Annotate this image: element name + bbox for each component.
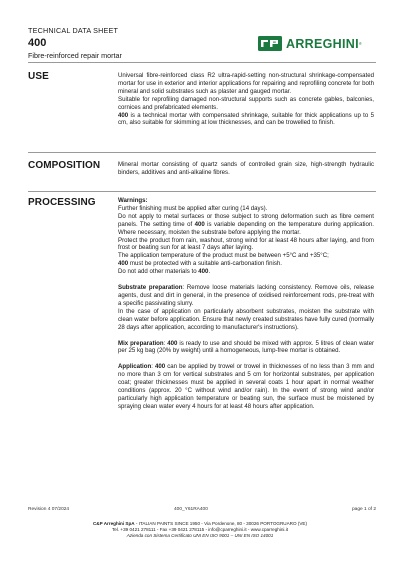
separator: : (163, 339, 168, 347)
section-body-composition (118, 161, 374, 177)
warnings-label: Warnings: (118, 197, 148, 204)
mix-text: is ready to use and should be mixed with approx. 5 litres of clean water per 25 kg bag (20% by weight) until a homogeneous, lump-free mortar is obtained. (118, 339, 374, 355)
product-ref: 400 (154, 363, 166, 371)
warning-text: Do not apply to metal surfaces or those subject to strong deformation such as fibre cement panels. The setting time of (118, 212, 374, 228)
product-subtitle: Fibre-reinforced repair mortar (28, 51, 122, 60)
warning-item: Protect the product from rain, washout, strong wind for at least 48 hours after laying, and from frost or beating sun for at least 7 days after laying. (118, 236, 374, 252)
spacer (118, 332, 374, 340)
document-type: TECHNICAL DATA SHEET (28, 26, 119, 35)
substrate-paragraph (118, 284, 374, 308)
divider (28, 62, 376, 63)
application-text: can be applied by trowel or trowel in thicknesses of no less than 3 mm and no more than 3 cm for vertical substrates and 5 cm for horizontal substrates, per application coat; greater thicknesses must be applied in several coats 1 hour apart in normal weather conditions (approx. 20 °C without wind and/or rain). In the event of strong wind and/or particularly high application temperature or beating sun, the surface must be moistened by spraying clean water every 4 hours for at least 48 hours after application. (118, 363, 374, 410)
paragraph-text: is a technical mortar with compensated shrinkage, suitable for thick applications up to 5 cm, also suitable for skimming at low thicknesses, and can be trowelled to finish. (118, 111, 374, 127)
paragraph: Universal fibre-reinforced class R2 ultra-rapid-setting non-structural shrinkage-compensated mortar for use in exterior and interior applications for repairing and reprofiling concrete for both mineral and solid substrates such as plaster and gauged mortar. (118, 72, 374, 95)
section-title-processing: PROCESSING (28, 197, 96, 208)
divider (28, 191, 376, 192)
logo-mark-icon (258, 36, 282, 51)
divider (28, 152, 376, 153)
product-ref: 400 (194, 220, 205, 228)
substrate-title: Substrate preparation (118, 284, 183, 292)
separator: : (151, 363, 155, 371)
section-title-use: USE (28, 71, 49, 82)
warning-item (118, 268, 374, 276)
substrate-paragraph: In the case of application on particularly absorbent substrates, moisten the substrate with clean water before application. Ensure that newly created substrates have fully cured (normally 28 days after application, according to manufacturer's instructions). (118, 307, 374, 331)
contacts-line: Tel. +39 0421 278111 - Fax +39 0421 278115 - info@cparreghini.it - www.cparreghini.it (111, 527, 288, 532)
substrate-text: : Remove loose materials lacking consistency. Remove oils, release agents, dust and dirt in general, in the presence of oxidised reinforcement rods, pre-treat with a specific passivating slurry. (118, 284, 374, 307)
certification-line: Azienda con Sistema Certificato UNI EN ISO 9001 – UNI EN ISO 14001 (126, 533, 274, 538)
paragraph: Suitable for reprofiling damaged non-structural supports such as concrete gables, balconies, cornices and prefabricated elements. (118, 95, 374, 111)
warning-text: Do not add other materials to (118, 268, 199, 276)
warnings-title (118, 197, 374, 205)
product-code: 400 (28, 37, 47, 49)
mix-paragraph (118, 340, 374, 356)
company-name: C&P Arreghini SpA (92, 521, 135, 526)
paragraph (118, 112, 374, 128)
warning-text: . (208, 268, 211, 276)
registered-mark: ® (358, 41, 362, 46)
application-paragraph (118, 363, 374, 410)
page-number: page 1 of 2 (351, 507, 376, 512)
spacer (118, 355, 374, 363)
company-address: - ITALIAN PAINTS SINCE 1950 - Via Pordenone, 80 - 30026 PORTOGRUARO (VE) (134, 521, 308, 526)
product-ref: 400 (167, 339, 178, 347)
revision: Revision 4 07/2024 (28, 507, 70, 512)
warning-item (118, 213, 374, 237)
warning-item: Further finishing must be applied after curing (14 days). (118, 204, 268, 212)
company-logo (258, 36, 362, 51)
document-header (28, 26, 122, 60)
footer-company (0, 521, 400, 539)
section-body-use (118, 72, 374, 127)
application-title: Application (118, 363, 152, 371)
warning-text: is variable depending on the temperature during application. Where necessary, moisten the substrate before applying the mortar. (118, 220, 374, 236)
warning-text: must be protected with a suitable anti-carbonation finish. (128, 260, 282, 268)
section-body-processing (118, 197, 374, 411)
paragraph: Mineral mortar consisting of quartz sands of controlled grain size, high-strength hydraulic binders, additives and anti-alkaline fibres. (118, 161, 374, 176)
section-title-composition: COMPOSITION (28, 160, 101, 171)
brand-name: ARREGHINI (286, 36, 359, 51)
warning-item: The application temperature of the product must be between +5°C and +35°C; (118, 252, 329, 260)
product-ref: 400 (198, 268, 209, 276)
mix-title: Mix preparation (118, 339, 164, 347)
product-ref: 400 (118, 260, 129, 268)
product-ref: 400 (118, 111, 129, 119)
warning-item (118, 260, 374, 268)
spacer (118, 276, 374, 284)
document-reference: 400_Y61RA400 (174, 507, 208, 512)
